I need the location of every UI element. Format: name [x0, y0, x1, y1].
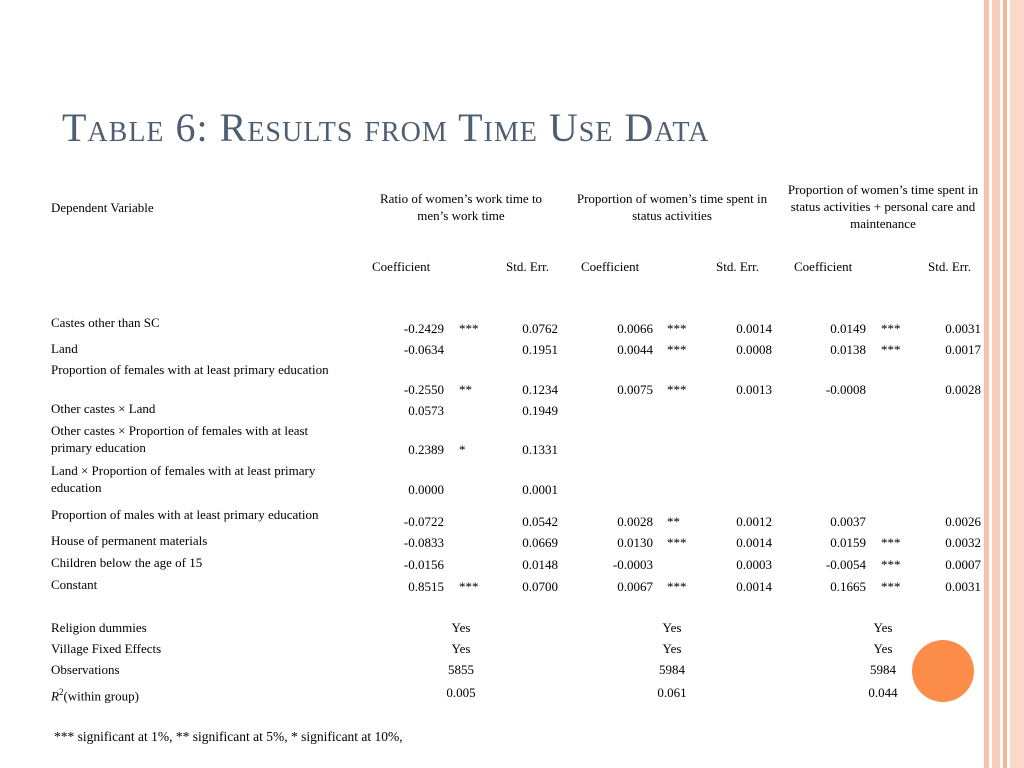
- coefficient-value: -0.2550: [403, 382, 444, 397]
- r-squared-symbol: R: [51, 688, 59, 704]
- std-err-value: 0.0026: [945, 514, 981, 529]
- std-err-value: 0.0762: [522, 321, 558, 336]
- significance-stars: ***: [667, 382, 687, 397]
- row-label: Proportion of females with at least primary education: [51, 362, 329, 377]
- significance-stars: *: [459, 442, 466, 457]
- header-std-err: Std. Err.: [506, 259, 549, 274]
- std-err-value: 0.0007: [945, 557, 981, 572]
- row-label: Proportion of males with at least primary education: [51, 507, 319, 522]
- row-label: Other castes × Proportion of females with at least primary education: [51, 423, 309, 455]
- std-err-value: 0.0014: [736, 321, 772, 336]
- coefficient-value: 0.1665: [830, 579, 866, 594]
- coefficient-value: -0.0634: [403, 342, 444, 357]
- summary-value: 5984: [659, 662, 685, 677]
- coefficient-value: 0.0138: [830, 342, 866, 357]
- coefficient-value: -0.0722: [403, 514, 444, 529]
- summary-value: Yes: [662, 620, 682, 635]
- std-err-value: 0.0014: [736, 579, 772, 594]
- coefficient-value: 0.2389: [408, 442, 444, 457]
- summary-value: 0.005: [446, 685, 476, 700]
- significance-stars: **: [667, 514, 680, 529]
- std-err-value: 0.0014: [736, 535, 772, 550]
- significance-footnote: *** significant at 1%, ** significant at 5%, * significant at 10%,: [54, 729, 403, 744]
- significance-stars: ***: [881, 535, 901, 550]
- significance-stars: ***: [459, 579, 479, 594]
- std-err-value: 0.1951: [522, 342, 558, 357]
- summary-label: [51, 684, 139, 704]
- header-coefficient: Coefficient: [372, 259, 431, 274]
- std-err-value: 0.0542: [522, 514, 558, 529]
- row-label: Constant: [51, 577, 98, 592]
- row-label: Land: [51, 341, 78, 356]
- row-label: Children below the age of 15: [51, 555, 203, 570]
- std-err-value: 0.1331: [522, 442, 558, 457]
- header-col1: Ratio of women’s work time to men’s work time: [379, 191, 543, 223]
- std-err-value: 0.0669: [522, 535, 558, 550]
- row-label: Other castes × Land: [51, 401, 156, 416]
- header-col2: Proportion of women’s time spent in status activities: [576, 191, 768, 223]
- significance-stars: ***: [667, 535, 687, 550]
- summary-label: Observations: [51, 662, 120, 677]
- coefficient-value: 0.0149: [830, 321, 866, 336]
- summary-value: 5984: [870, 662, 896, 677]
- coefficient-value: -0.0054: [825, 557, 866, 572]
- significance-stars: ***: [459, 321, 479, 336]
- summary-value: Yes: [662, 641, 682, 656]
- coefficient-value: 0.0067: [617, 579, 653, 594]
- coefficient-value: 0.8515: [408, 579, 444, 594]
- std-err-value: 0.1234: [522, 382, 558, 397]
- std-err-value: 0.0008: [736, 342, 772, 357]
- summary-value: Yes: [451, 620, 471, 635]
- coefficient-value: -0.0156: [403, 557, 444, 572]
- coefficient-value: 0.0044: [617, 342, 653, 357]
- coefficient-value: 0.0075: [617, 382, 653, 397]
- coefficient-value: -0.0833: [403, 535, 444, 550]
- decorative-circle: [912, 640, 974, 702]
- std-err-value: 0.0700: [522, 579, 558, 594]
- std-err-value: 0.0031: [945, 579, 981, 594]
- header-col3: Proportion of women’s time spent in status activities + personal care and maintenance: [787, 182, 979, 231]
- header-coefficient: Coefficient: [794, 259, 853, 274]
- std-err-value: 0.0003: [736, 557, 772, 572]
- summary-value: Yes: [873, 620, 893, 635]
- significance-stars: ***: [881, 557, 901, 572]
- std-err-value: 0.0028: [945, 382, 981, 397]
- coefficient-value: 0.0130: [617, 535, 653, 550]
- header-std-err: Std. Err.: [928, 259, 971, 274]
- significance-stars: **: [459, 382, 472, 397]
- row-label: Castes other than SC: [51, 315, 160, 330]
- coefficient-value: 0.0037: [830, 514, 866, 529]
- std-err-value: 0.0012: [736, 514, 772, 529]
- coefficient-value: 0.0159: [830, 535, 866, 550]
- summary-value: 0.044: [868, 685, 898, 700]
- significance-stars: ***: [667, 321, 687, 336]
- header-coefficient: Coefficient: [581, 259, 640, 274]
- header-std-err: Std. Err.: [716, 259, 759, 274]
- r-squared-exponent: 2: [58, 687, 64, 697]
- summary-label: Religion dummies: [51, 620, 147, 635]
- std-err-value: 0.0031: [945, 321, 981, 336]
- r-squared-suffix: (within group): [63, 688, 139, 704]
- decorative-stripes: [984, 0, 1024, 768]
- std-err-value: 0.0148: [522, 557, 558, 572]
- coefficient-value: -0.2429: [403, 321, 444, 336]
- significance-stars: ***: [881, 579, 901, 594]
- std-err-value: 0.0017: [945, 342, 981, 357]
- coefficient-value: -0.0003: [612, 557, 653, 572]
- row-label: Land × Proportion of females with at least primary education: [51, 463, 316, 495]
- coefficient-value: 0.0066: [617, 321, 653, 336]
- significance-stars: ***: [881, 321, 901, 336]
- summary-value: Yes: [451, 641, 471, 656]
- summary-value: Yes: [873, 641, 893, 656]
- slide-title: Table 6: Results from Time Use Data: [62, 105, 710, 150]
- coefficient-value: 0.0573: [408, 403, 444, 418]
- coefficient-value: 0.0028: [617, 514, 653, 529]
- coefficient-value: 0.0000: [408, 482, 444, 497]
- coefficient-value: -0.0008: [825, 382, 866, 397]
- significance-stars: ***: [881, 342, 901, 357]
- std-err-value: 0.0032: [945, 535, 981, 550]
- summary-value: 0.061: [657, 685, 687, 700]
- significance-stars: ***: [667, 342, 687, 357]
- std-err-value: 0.0013: [736, 382, 772, 397]
- summary-value: 5855: [448, 662, 474, 677]
- std-err-value: 0.1949: [522, 403, 558, 418]
- header-dependent-variable: Dependent Variable: [51, 200, 154, 215]
- std-err-value: 0.0001: [522, 482, 558, 497]
- row-label: House of permanent materials: [51, 533, 208, 548]
- summary-label: Village Fixed Effects: [51, 641, 162, 656]
- significance-stars: ***: [667, 579, 687, 594]
